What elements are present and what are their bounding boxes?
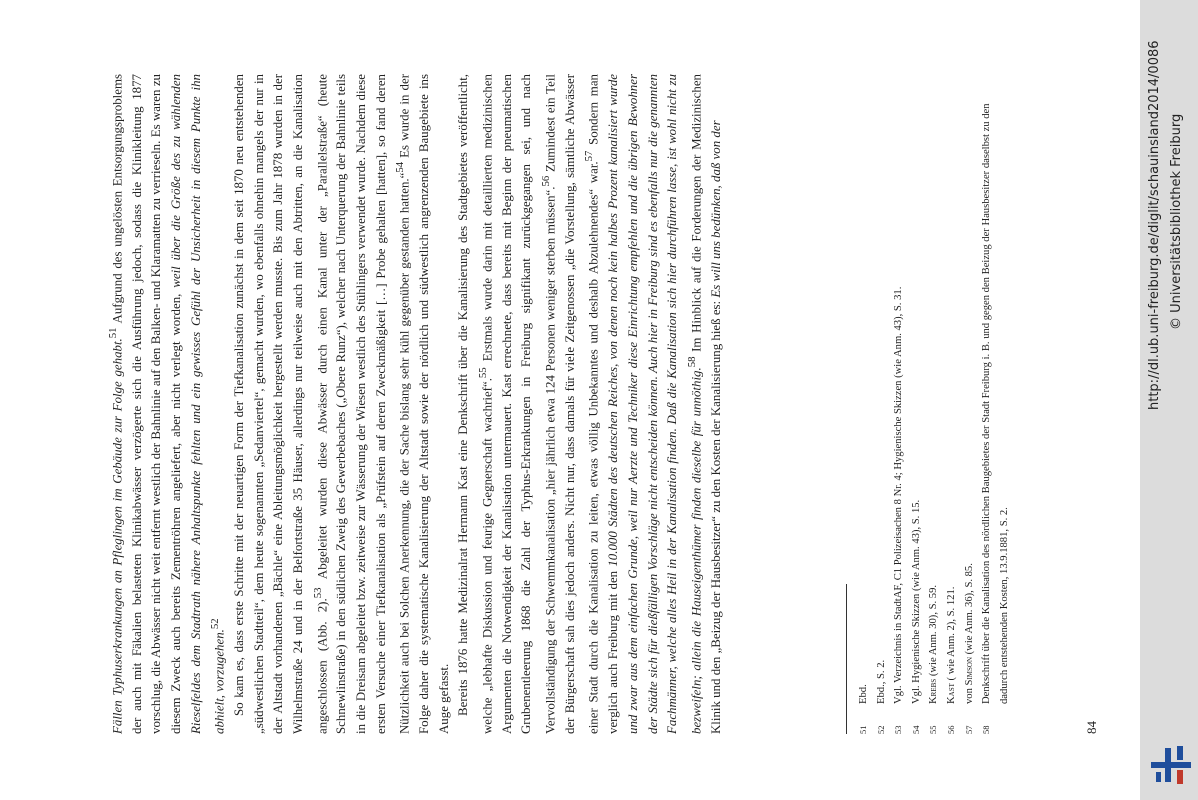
footnote-divider bbox=[846, 584, 847, 734]
footnote-ref: 52 bbox=[209, 618, 222, 630]
paragraph-text: Im Hinblick auf die Forderungen der Medizinischen Klinik und den „Beizug der Hausbesitzer“ zu den Kosten der Kanalisierung hieß es: bbox=[689, 74, 723, 734]
footnote-number: 53 bbox=[893, 725, 904, 734]
footnote-text: Ebd. bbox=[858, 684, 869, 704]
footnote-ref: 58 bbox=[685, 356, 698, 368]
footnote-text: Ebd., S. 2. bbox=[875, 659, 887, 704]
paragraph-text: Zumindest ein Teil der Bürgerschaft sah dies jedoch anders. Nicht nur, dass damals für viele Zeitgenossen „die Vorstellung, sämtliche Abwässer einer Stadt durch die Kanalisation zu leiten, etwas völlig Unbekanntes und deshalb Abzulehnendes“ war. bbox=[543, 74, 601, 734]
paragraph-text: Aufgrund des ungelösten Entsorgungsproblems der auch mit Fäkalien belasteten Klinikabwässer verzögerte sich die Ausführung jedoch, sodass die Klinikleitung 1877 vorschlug, die Abwässer nicht weit entfernt westlich der Bahnlinie auf den Balken- und Klaramatten zu verrieseln. Es waren zu diesem Zweck auch bereits Zementröhren angeliefert, aber nicht verlegt worden, bbox=[110, 74, 184, 734]
footnote-text: Krebs (wie Anm. 30), S. 59. bbox=[928, 584, 940, 704]
footnote-ref: 53 bbox=[311, 587, 324, 599]
quote-italic: Es will uns bedünken, daß von der bbox=[708, 120, 723, 298]
footnote-number: 51 bbox=[858, 725, 868, 734]
footnote-ref: 54 bbox=[394, 161, 407, 173]
footnote-number: 56 bbox=[945, 725, 956, 734]
footnote-number: 58 bbox=[981, 725, 992, 734]
footnote-text: Vgl. Hygienische Skizzen (wie Anm. 43), S. 15. bbox=[910, 499, 922, 704]
footnote-number: 52 bbox=[875, 725, 886, 734]
paragraph-text: Sondern man verglich auch Freiburg mit den bbox=[586, 74, 621, 734]
footnote-ref: 56 bbox=[539, 175, 552, 187]
footnote bbox=[890, 74, 908, 734]
paragraph-3 bbox=[454, 74, 726, 734]
main-text bbox=[104, 74, 726, 734]
footnote-text: Denkschrift über die Kanalisation des nördlichen Baugebietes der Stadt Freiburg i. B. und gegen den Beizug der Hausbesitzer daselbst zu den dadurch entstehenden Kosten, 13.9.1881, S. 2. bbox=[981, 103, 1010, 704]
footnote bbox=[908, 74, 926, 734]
quote-italic: Fällen Typhuserkrankungen an Pfleglingen im Gebäude zur Folge gehabt. bbox=[110, 338, 125, 734]
library-logo-icon bbox=[1148, 742, 1194, 788]
footnote-ref: 51 bbox=[107, 327, 119, 339]
footnote-ref: 55 bbox=[476, 367, 489, 379]
footnote bbox=[978, 74, 1013, 734]
footnote-text: Vgl. Verzeichnis in StadtAF, C1 Polizeisachen 8 Nr. 4; Hygienische Skizzen (wie Anm. 43), S. 31. bbox=[893, 286, 905, 704]
footnote-ref: 57 bbox=[583, 150, 596, 162]
footnote-text: von Simson (wie Anm. 36), S. 85. bbox=[963, 563, 975, 704]
footnotes bbox=[855, 74, 1013, 734]
footnote bbox=[925, 74, 943, 734]
quote-italic: weil über die Größe des zu wählenden Rieselfeldes dem Stadtrath nähere Anhaltspunkte fehlten und ein gewisses Gefühl der Unsicherheit in diesem Punkte ihn abhielt, vorzugehen. bbox=[169, 74, 227, 734]
paragraph-1 bbox=[104, 74, 230, 734]
quote-italic: 10.000 Städten des deutschen Reiches, von denen noch kein halbes Prozent kanalisiert wurde und zwar aus dem einfachen Grunde, weil nur Aerzte und Techniker diese Einrichtung empfehlen und die übrigen Bewohner der Städte sich für dießfälligen Vorschläge nicht entscheiden können. Auch hier in Freiburg sind es ebenfalls nur die genannten Fachmänner, welche alles Heil in der Kanalisation finden. Daß die Kanalisation sich hier durchführen lasse, ist wohl nicht zu bezweifeln; allein die Hauseigenthümer finden dieselbe für unnöthig. bbox=[606, 74, 703, 734]
footnote-number: 55 bbox=[928, 725, 939, 734]
paragraph-text: Es wurde in der Folge daher die systematische Kanalisierung der Altstadt sowie der nördlich und südwestlich angrenzenden Baugebiete ins Auge gefasst. bbox=[397, 74, 451, 734]
copyright-text: © Universitätsbibliothek Freiburg bbox=[1169, 113, 1184, 330]
footnote bbox=[943, 74, 961, 734]
paragraph-text: Bereits 1876 hatte Medizinalrat Hermann Kast eine Denkschrift über die Kanalisierung des Stadtgebietes veröffentlicht, welche „lebhafte Diskussion und feurige Gegnerschaft wachrief“. bbox=[456, 74, 495, 734]
paragraph-text: Erstmals wurde darin mit detaillierten medizinischen Argumenten die Notwendigkeit der Kanalisation untermauert. Kast errechnete, dass bereits mit Beginn der pneumatischen Grubenentleerung 1868 die Zahl der Typhus-Erkrankungen in Freiburg signifikant zurückgegangen sei, und nach Vervollständigung der Schwemmkanalisation „hier jährlich etwa 124 Personen weniger sterben müssen“. bbox=[480, 74, 558, 734]
footnote-text: Kast ( wie Anm. 2), S. 121. bbox=[945, 586, 957, 704]
viewer-sidebar bbox=[1140, 0, 1198, 800]
page-number: 84 bbox=[1084, 721, 1099, 734]
footnote-number: 57 bbox=[963, 725, 974, 734]
footnote bbox=[855, 74, 873, 734]
sidebar-text bbox=[1140, 0, 1198, 800]
footnote-number: 54 bbox=[910, 725, 921, 734]
paragraph-text: Abgeleitet wurden diese Abwässer durch einen Kanal unter der „Parallelstraße“ (heute Schnewlinstraße) in den südlichen Zweig des Gewerbebaches („Obere Runz“), welcher nach Unterquerung der Bahnlinie teils in die Dreisam abgeleitet bzw. zeitweise zur Wässerung der Wiesen westlich des Stühlingers verwendet wurde. Nachdem diese ersten Versuche einer Tiefkanalisation als „Prüfstein auf deren Zweckmäßigkeit […] Probe gehalten [hatten], so fand deren Nützlichkeit auch bei Solchen Anerkennung, die der Sache bislang sehr kühl gegenüber gestanden hatten.“ bbox=[314, 74, 412, 734]
footnote bbox=[961, 74, 979, 734]
source-url-link[interactable]: http://dl.ub.uni-freiburg.de/diglit/schauinsland2014/0086 bbox=[1147, 40, 1162, 410]
footnote bbox=[873, 74, 891, 734]
paragraph-2 bbox=[230, 74, 454, 734]
paragraph-text: So kam es, dass erste Schritte mit der neuartigen Form der Tiefkanalisation zunächst in dem seit 1870 neu entstehenden „südwestlichen Stadtteil“, dem heute sogenannten „Sedanviertel“, gemacht wurden, wo ebenfalls ohnehin mangels der nur in der Altstadt vorhandenen „Bächle“ eine Ableitungsmöglichkeit hergestellt werden musste. Bis zum Jahr 1878 wurden in der Wilhelmstraße 24 und in der Belfortstraße 35 Häuser, allerdings nur teilweise auch mit den Abtritten, an die Kanalisation angeschlossen (Abb. 2). bbox=[232, 74, 329, 734]
